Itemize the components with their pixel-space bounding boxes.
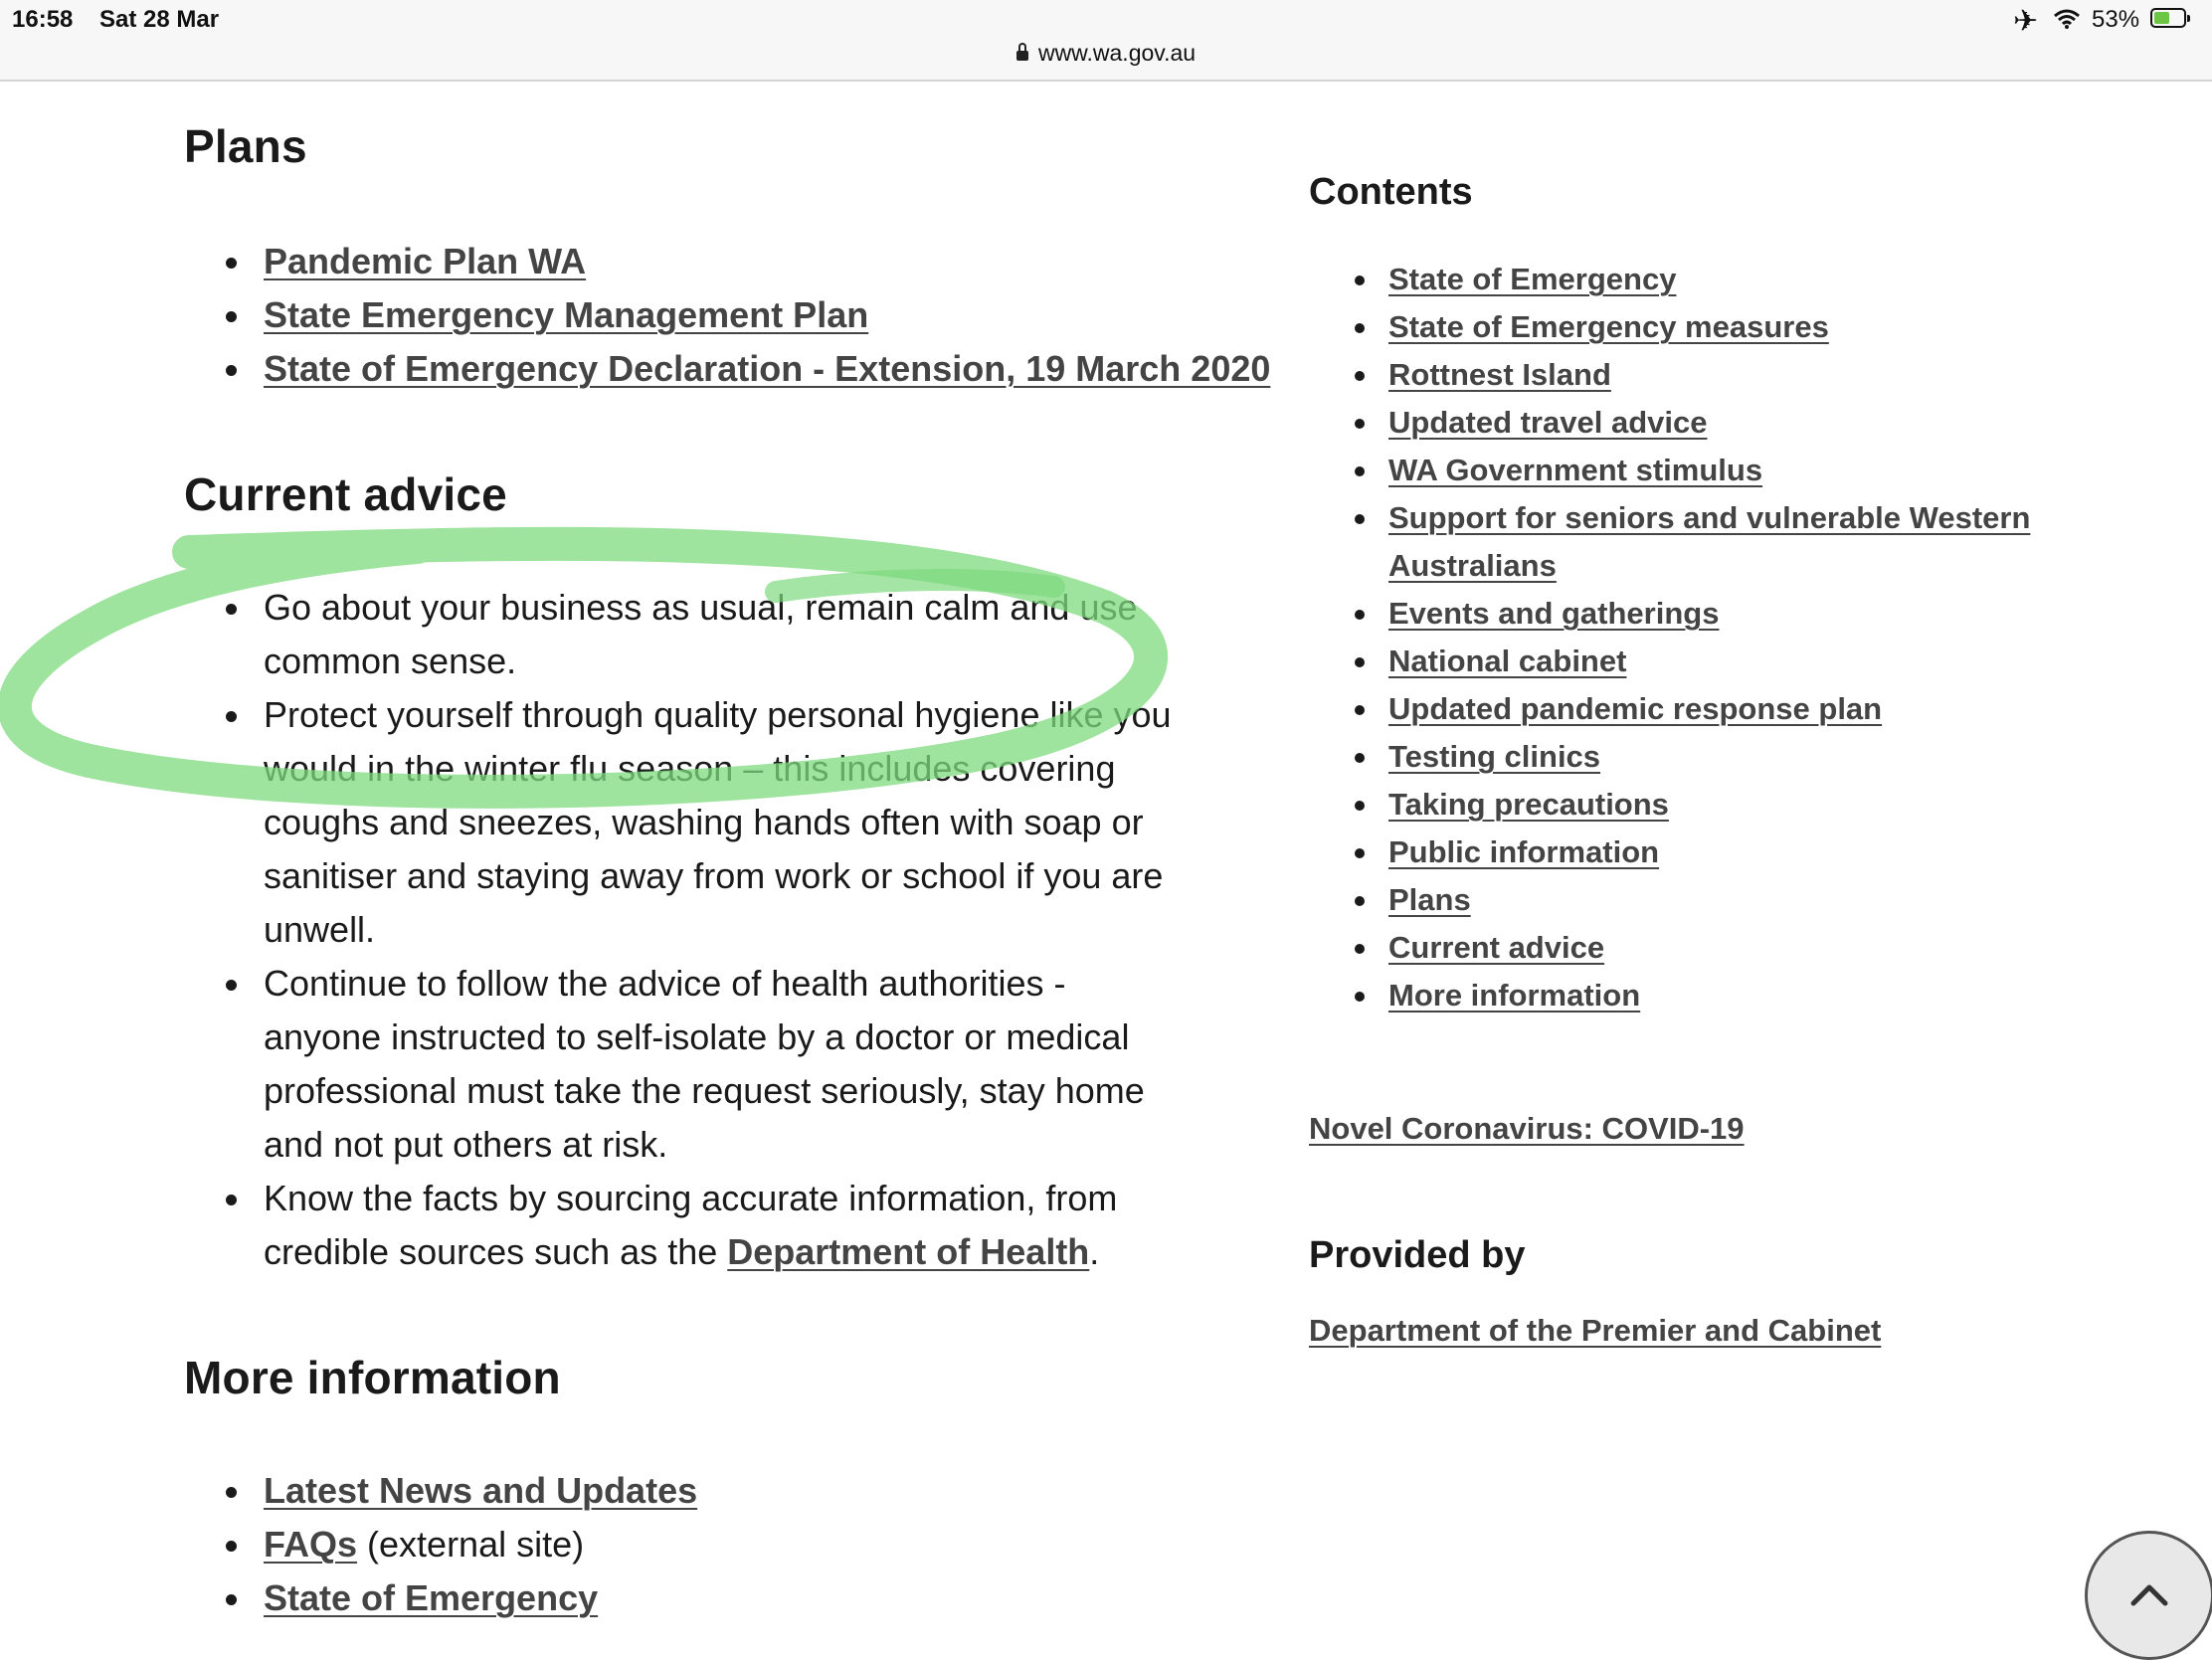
- contents-link[interactable]: More information: [1388, 978, 1641, 1013]
- status-bar: [0, 0, 2212, 82]
- list-item: [184, 1518, 1169, 1571]
- plans-list: [184, 235, 1271, 396]
- provided-by-heading: Provided by: [1309, 1234, 1526, 1276]
- main-content: [184, 109, 1271, 1625]
- list-item: Protect yourself through quality personal hygiene like you would in the winter flu season – this includes covering coughs and sneezes, washing hands often with soap or sanitiser and staying away from work or school if you are unwell.: [184, 688, 1179, 957]
- list-item: [184, 1571, 1169, 1625]
- department-of-health-link[interactable]: Department of Health: [727, 1231, 1090, 1272]
- contents-link[interactable]: Updated travel advice: [1388, 405, 1708, 440]
- chevron-up-icon: [2127, 1575, 2171, 1615]
- state-of-emergency-link[interactable]: State of Emergency: [264, 1577, 599, 1618]
- list-item: [184, 342, 1308, 396]
- covid-topic-link[interactable]: Novel Coronavirus: COVID-19: [1309, 1111, 1745, 1146]
- more-information-list: [184, 1464, 1169, 1625]
- contents-link[interactable]: Taking precautions: [1388, 787, 1669, 822]
- contents-item: [1309, 447, 2065, 494]
- external-site-note: (external site): [357, 1524, 585, 1565]
- contents-item: [1309, 399, 2065, 447]
- latest-news-link[interactable]: Latest News and Updates: [264, 1470, 698, 1511]
- list-item: [184, 288, 1169, 342]
- contents-item: [1309, 685, 2065, 733]
- pandemic-plan-link[interactable]: Pandemic Plan WA: [264, 241, 587, 281]
- advice-text: Know the facts by sourcing accurate information, from credible sources such as the: [264, 1178, 1118, 1272]
- contents-item: [1309, 733, 2065, 781]
- advice-text-end: .: [1089, 1231, 1100, 1272]
- contents-item: [1309, 924, 2065, 972]
- lock-icon: [1016, 51, 1028, 61]
- current-advice-heading: Current advice: [184, 468, 507, 520]
- contents-link[interactable]: Testing clinics: [1388, 739, 1601, 774]
- contents-item: [1309, 256, 2065, 303]
- list-item: [184, 1464, 1169, 1518]
- contents-link[interactable]: Plans: [1388, 882, 1471, 917]
- contents-link[interactable]: National cabinet: [1388, 644, 1627, 678]
- battery-percent: 53%: [2092, 6, 2140, 33]
- faqs-link[interactable]: FAQs: [264, 1524, 358, 1565]
- url-text[interactable]: www.wa.gov.au: [1037, 40, 1197, 66]
- plans-heading: Plans: [184, 120, 307, 172]
- contents-link[interactable]: Updated pandemic response plan: [1388, 691, 1883, 726]
- contents-item: [1309, 638, 2065, 685]
- airplane-icon: ✈: [2013, 5, 2039, 38]
- back-to-top-button[interactable]: [2085, 1531, 2212, 1660]
- wifi-icon: [2053, 8, 2081, 30]
- contents-link[interactable]: Support for seniors and vulnerable Western Australians: [1388, 500, 2031, 583]
- state-emergency-plan-link[interactable]: State Emergency Management Plan: [264, 294, 869, 335]
- contents-item: [1309, 494, 2065, 590]
- sidebar: [1309, 171, 2065, 1349]
- battery-fill: [2154, 12, 2169, 24]
- contents-item: [1309, 590, 2065, 638]
- contents-link[interactable]: Rottnest Island: [1388, 357, 1611, 392]
- status-date: Sat 28 Mar: [99, 6, 220, 33]
- address-bar[interactable]: [0, 40, 2212, 67]
- list-item: Continue to follow the advice of health authorities - anyone instructed to self-isolate by a doctor or medical professional must take the request seriously, stay home and not put others at risk.: [184, 957, 1179, 1172]
- battery-icon: [2150, 8, 2186, 28]
- status-time: 16:58: [12, 6, 74, 33]
- contents-item: [1309, 972, 2065, 1019]
- contents-heading: Contents: [1309, 171, 1473, 213]
- contents-item: [1309, 781, 2065, 829]
- list-item: [184, 235, 1169, 288]
- contents-link[interactable]: Current advice: [1388, 930, 1605, 965]
- contents-link[interactable]: Public information: [1388, 834, 1660, 869]
- provider-link[interactable]: Department of the Premier and Cabinet: [1309, 1313, 1882, 1348]
- current-advice-list: [184, 581, 1179, 1279]
- contents-list: [1309, 256, 2065, 1019]
- contents-link[interactable]: WA Government stimulus: [1388, 453, 1763, 487]
- contents-item: [1309, 351, 2065, 399]
- declaration-extension-link[interactable]: State of Emergency Declaration - Extension, 19 March 2020: [264, 348, 1271, 389]
- contents-item: [1309, 303, 2065, 351]
- contents-link[interactable]: Events and gatherings: [1388, 596, 1720, 631]
- contents-link[interactable]: State of Emergency measures: [1388, 309, 1829, 344]
- contents-link[interactable]: State of Emergency: [1388, 262, 1677, 296]
- more-information-heading: More information: [184, 1352, 561, 1403]
- list-item: [184, 1172, 1179, 1279]
- list-item: Go about your business as usual, remain calm and use common sense.: [184, 581, 1179, 688]
- contents-item: [1309, 829, 2065, 876]
- contents-item: [1309, 876, 2065, 924]
